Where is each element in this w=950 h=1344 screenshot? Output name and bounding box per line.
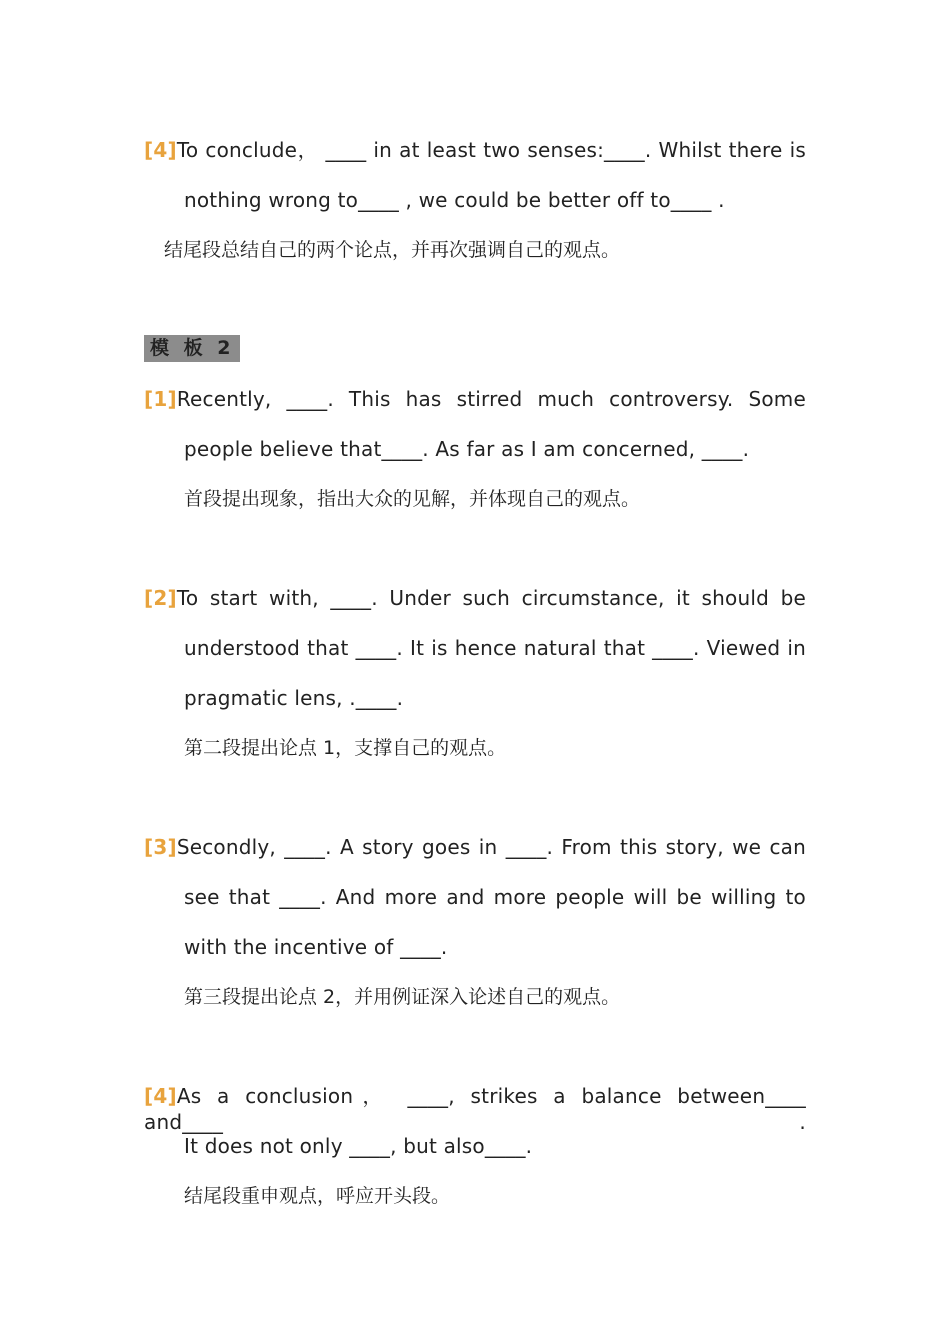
- t2-paragraph-4-line-2: It does not only ____, but also____.: [184, 1134, 533, 1158]
- paragraph-text: Recently, ____. This has stirred much controversy. Some: [176, 387, 806, 411]
- paragraph-text: As a conclusion， ____, strikes a balance between____ and____ .: [144, 1084, 806, 1134]
- paragraph-marker: [4]: [144, 1084, 177, 1108]
- paragraph-marker: [1]: [144, 387, 177, 411]
- t2-paragraph-3-line-3: with the incentive of ____.: [184, 935, 448, 959]
- paragraph-marker: [3]: [144, 835, 177, 859]
- t2-paragraph-1-line-1: [144, 386, 806, 412]
- paragraph-marker: [2]: [144, 586, 177, 610]
- t2-paragraph-2-note: 第二段提出论点 1，支撑自己的观点。: [184, 737, 507, 759]
- paragraph-marker: [4]: [144, 138, 177, 162]
- t2-paragraph-2-line-3: pragmatic lens, .____.: [184, 686, 404, 710]
- t2-paragraph-1-line-2: people believe that____. As far as I am concerned, ____.: [184, 437, 750, 461]
- paragraph-text: Secondly, ____. A story goes in ____. From this story, we can: [176, 835, 806, 859]
- paragraph-text: To conclude， ____ in at least two senses:____. Whilst there is: [176, 138, 806, 162]
- t2-paragraph-1-note: 首段提出现象，指出大众的见解，并体现自己的观点。: [184, 488, 641, 510]
- paragraph-4-line-1: [144, 137, 806, 163]
- t2-paragraph-2-line-1: [144, 585, 806, 611]
- t2-paragraph-4-note: 结尾段重申观点，呼应开头段。: [184, 1185, 451, 1207]
- template-2-heading: 模 板 2: [144, 335, 240, 362]
- t2-paragraph-3-line-1: [144, 834, 806, 860]
- paragraph-4-note: 结尾段总结自己的两个论点，并再次强调自己的观点。: [164, 239, 621, 261]
- t2-paragraph-4-line-1: [144, 1083, 806, 1135]
- paragraph-text: To start with, ____. Under such circumstance, it should be: [176, 586, 806, 610]
- t2-paragraph-2-line-2: understood that ____. It is hence natural that ____. Viewed in: [184, 636, 806, 660]
- t2-paragraph-3-note: 第三段提出论点 2，并用例证深入论述自己的观点。: [184, 986, 621, 1008]
- t2-paragraph-3-line-2: see that ____. And more and more people will be willing to: [184, 885, 806, 909]
- paragraph-4-line-2: nothing wrong to____ , we could be better off to____ .: [184, 188, 725, 212]
